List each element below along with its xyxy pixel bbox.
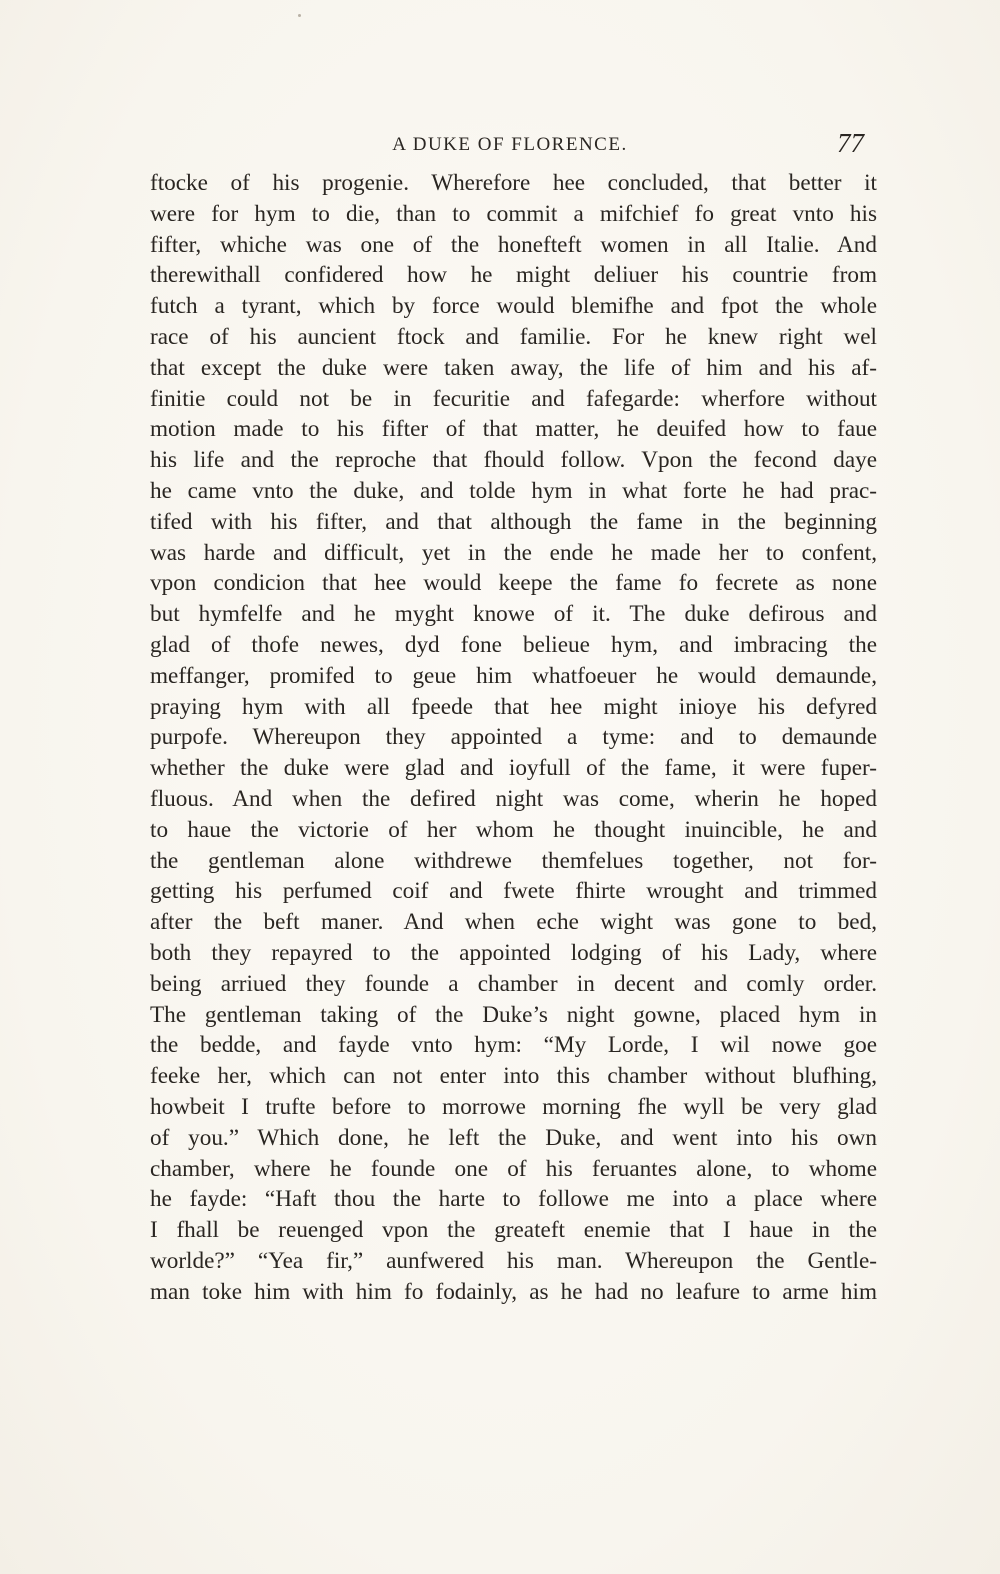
body-text [150,168,877,1307]
text-line: vpon condicion that hee would keepe the fame fo fecrete as none [150,570,877,597]
text-line: meffanger, promifed to geue him whatfoeuer he would demaunde, [150,662,877,689]
page-header [150,128,870,162]
text-line: fifter, whiche was one of the honefteft women in all Italie. And [150,231,877,258]
text-line: he fayde: “Haft thou the harte to followe me into a place where [150,1186,877,1213]
text-line: the gentleman alone withdrewe themfelues together, not for- [150,847,877,874]
text-line: race of his auncient ftock and familie. For he knew right wel [150,323,877,350]
text-line: fluous. And when the defired night was come, wherin he hoped [150,785,877,812]
text-line: he came vnto the duke, and tolde hym in what forte he had prac- [150,477,877,504]
text-line: motion made to his fifter of that matter, he deuifed how to faue [150,416,877,443]
text-line: man toke him with him fo fodainly, as he had no leafure to arme him [150,1278,877,1305]
text-line: the bedde, and fayde vnto hym: “My Lorde, I wil nowe goe [150,1032,877,1059]
text-line: worlde?” “Yea fir,” aunfwered his man. Whereupon the Gentle- [150,1247,877,1274]
paper-speck [298,14,301,17]
text-line: after the beft maner. And when eche wight was gone to bed, [150,909,877,936]
text-line: being arriued they founde a chamber in decent and comly order. [150,970,877,997]
text-line: to haue the victorie of her whom he thought inuincible, he and [150,816,877,843]
text-line: tifed with his fifter, and that although the fame in the beginning [150,508,877,535]
text-line: were for hym to die, than to commit a mifchief fo great vnto his [150,200,877,227]
page-number: 77 [837,128,864,158]
text-line: purpofe. Whereupon they appointed a tyme: and to demaunde [150,724,877,751]
text-line: finitie could not be in fecuritie and fafegarde: wherfore without [150,385,877,412]
text-line: of you.” Which done, he left the Duke, and went into his own [150,1124,877,1151]
text-line: futch a tyrant, which by force would blemifhe and fpot the whole [150,293,877,320]
text-line: feeke her, which can not enter into this chamber without blufhing, [150,1063,877,1090]
text-line: whether the duke were glad and ioyfull of the fame, it were fuper- [150,755,877,782]
text-line: glad of thofe newes, dyd fone belieue hym, and imbracing the [150,631,877,658]
running-title: A DUKE OF FLORENCE. [392,134,628,155]
text-line: howbeit I trufte before to morrowe morning fhe wyll be very glad [150,1093,877,1120]
text-line: his life and the reproche that fhould follow. Vpon the fecond daye [150,447,877,474]
text-line: ftocke of his progenie. Wherefore hee concluded, that better it [150,170,877,196]
text-line: both they repayred to the appointed lodging of his Lady, where [150,939,877,966]
text-line: getting his perfumed coif and fwete fhirte wrought and trimmed [150,878,877,905]
text-line: therewithall confidered how he might deliuer his countrie from [150,262,877,289]
text-line: that except the duke were taken away, the life of him and his af- [150,354,877,381]
text-line: praying hym with all fpeede that hee might inioye his defyred [150,693,877,720]
text-line: I fhall be reuenged vpon the greateft enemie that I haue in the [150,1217,877,1244]
text-line: The gentleman taking of the Duke’s night gowne, placed hym in [150,1001,877,1028]
text-line: was harde and difficult, yet in the ende he made her to confent, [150,539,877,566]
text-line: but hymfelfe and he myght knowe of it. The duke defirous and [150,601,877,628]
text-line: chamber, where he founde one of his feruantes alone, to whome [150,1155,877,1182]
